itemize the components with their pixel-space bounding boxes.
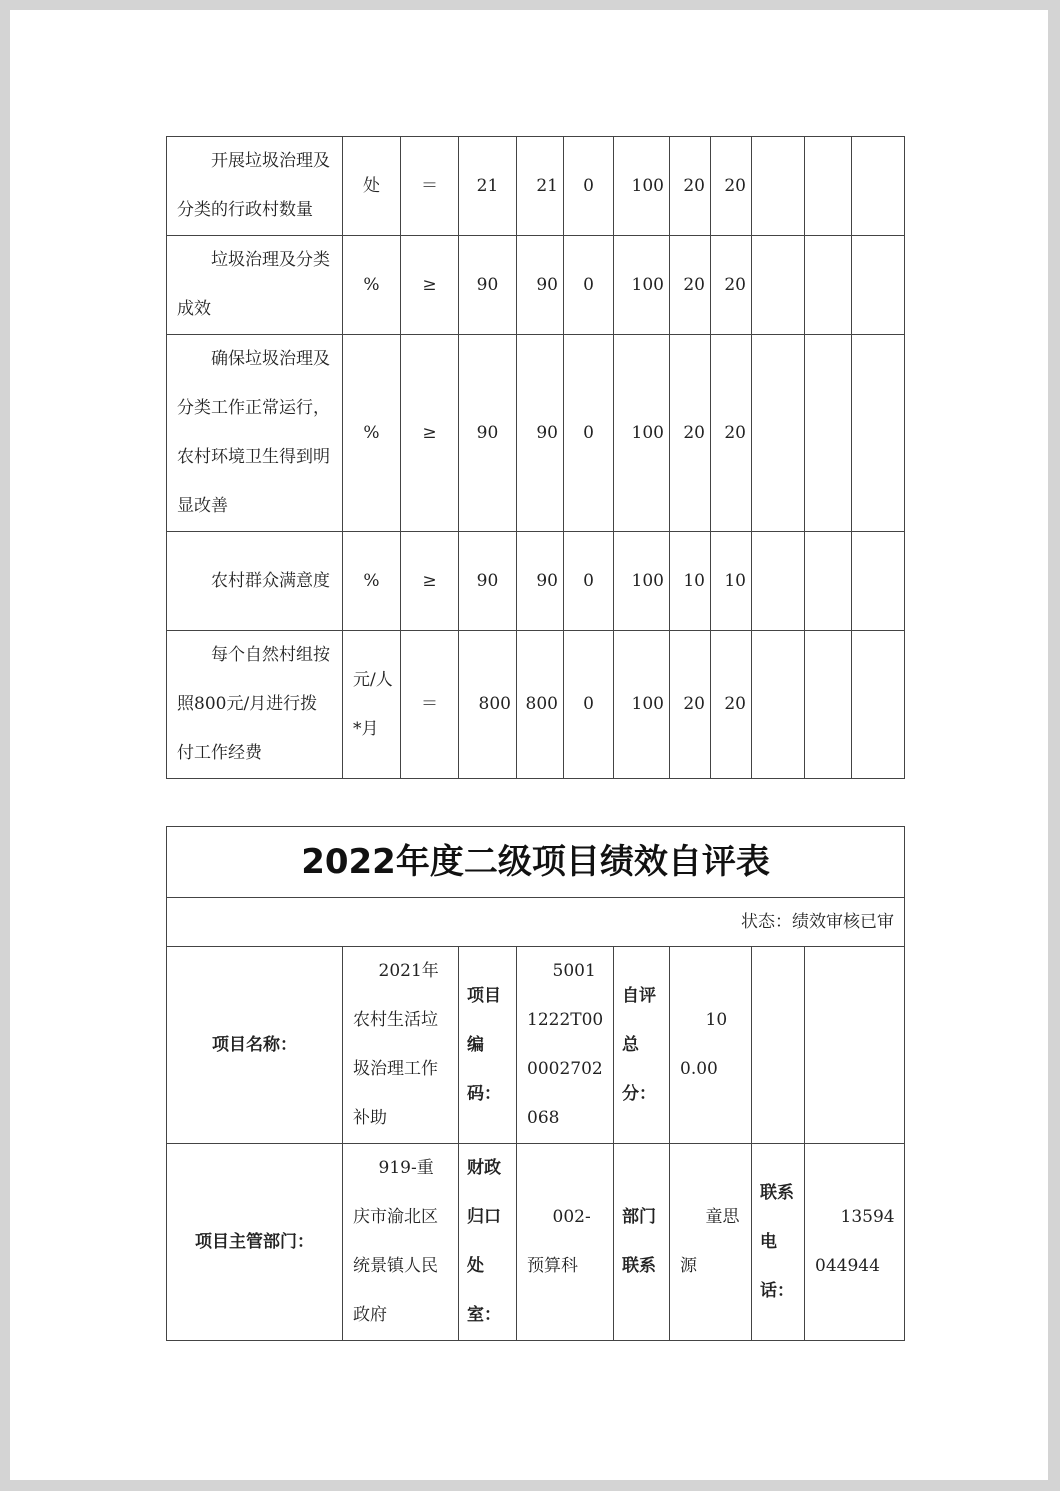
indicator-weight: 20 (670, 236, 711, 335)
empty-cell (805, 137, 852, 236)
self-score-value: 100.00 (670, 947, 752, 1144)
dept-label: 项目主管部门： (167, 1144, 343, 1341)
indicator-deduct: 0 (564, 137, 614, 236)
indicator-score-rate: 100 (614, 631, 670, 779)
table-row (167, 137, 905, 236)
empty-cell (805, 335, 852, 532)
indicator-table (166, 136, 905, 779)
indicator-unit: % (343, 236, 401, 335)
indicator-target: 90 (459, 532, 517, 631)
empty-cell (805, 947, 905, 1144)
indicator-unit: 处 (343, 137, 401, 236)
indicator-deduct: 0 (564, 335, 614, 532)
indicator-target: 90 (459, 335, 517, 532)
indicator-score: 20 (711, 335, 752, 532)
table-row (167, 236, 905, 335)
indicator-weight: 20 (670, 335, 711, 532)
indicator-weight: 20 (670, 137, 711, 236)
indicator-actual: 90 (517, 335, 564, 532)
indicator-score-rate: 100 (614, 335, 670, 532)
empty-cell (805, 631, 852, 779)
empty-cell (752, 335, 805, 532)
document-page (10, 10, 1048, 1480)
indicator-weight: 20 (670, 631, 711, 779)
indicator-target: 90 (459, 236, 517, 335)
status-label: 状态：绩效审核已审 (167, 898, 905, 947)
indicator-name: 开展垃圾治理及分类的行政村数量 (167, 137, 343, 236)
indicator-score-rate: 100 (614, 137, 670, 236)
indicator-name: 确保垃圾治理及分类工作正常运行，农村环境卫生得到明显改善 (167, 335, 343, 532)
indicator-score: 20 (711, 631, 752, 779)
dept-contact-value: 童思源 (670, 1144, 752, 1341)
empty-cell (852, 137, 905, 236)
indicator-operator: ＝ (401, 631, 459, 779)
indicator-target: 21 (459, 137, 517, 236)
empty-cell (752, 947, 805, 1144)
indicator-name: 农村群众满意度 (167, 532, 343, 631)
empty-cell (852, 631, 905, 779)
indicator-unit: 元/人*月 (343, 631, 401, 779)
indicator-deduct: 0 (564, 631, 614, 779)
empty-cell (752, 236, 805, 335)
indicator-actual: 90 (517, 532, 564, 631)
indicator-actual: 90 (517, 236, 564, 335)
project-name-label: 项目名称： (167, 947, 343, 1144)
empty-cell (852, 532, 905, 631)
indicator-operator: ＝ (401, 137, 459, 236)
project-name-value: 2021年农村生活垃圾治理工作补助 (343, 947, 459, 1144)
indicator-score-rate: 100 (614, 532, 670, 631)
indicator-unit: % (343, 335, 401, 532)
finance-office-value: 002-预算科 (517, 1144, 614, 1341)
indicator-weight: 10 (670, 532, 711, 631)
self-evaluation-form (166, 826, 905, 1341)
phone-value: 13594044944 (805, 1144, 905, 1341)
empty-cell (852, 236, 905, 335)
project-code-label: 项目编码： (459, 947, 517, 1144)
indicator-target: 800 (459, 631, 517, 779)
self-score-label: 自评总分： (614, 947, 670, 1144)
empty-cell (805, 236, 852, 335)
indicator-score-rate: 100 (614, 236, 670, 335)
indicator-score: 20 (711, 137, 752, 236)
indicator-actual: 800 (517, 631, 564, 779)
dept-contact-label: 部门联系 (614, 1144, 670, 1341)
empty-cell (752, 137, 805, 236)
finance-office-label: 财政归口处室： (459, 1144, 517, 1341)
phone-label: 联系电话： (752, 1144, 805, 1341)
indicator-name: 每个自然村组按照800元/月进行拨付工作经费 (167, 631, 343, 779)
form-title: 2022年度二级项目绩效自评表 (167, 827, 905, 898)
indicator-deduct: 0 (564, 236, 614, 335)
indicator-unit: % (343, 532, 401, 631)
indicator-score: 20 (711, 236, 752, 335)
table-row (167, 631, 905, 779)
empty-cell (752, 532, 805, 631)
indicator-score: 10 (711, 532, 752, 631)
empty-cell (805, 532, 852, 631)
indicator-actual: 21 (517, 137, 564, 236)
indicator-operator: ≥ (401, 532, 459, 631)
empty-cell (752, 631, 805, 779)
indicator-operator: ≥ (401, 335, 459, 532)
indicator-operator: ≥ (401, 236, 459, 335)
project-code-value: 50011222T000002702068 (517, 947, 614, 1144)
indicator-name: 垃圾治理及分类成效 (167, 236, 343, 335)
table-row (167, 532, 905, 631)
table-row (167, 335, 905, 532)
empty-cell (852, 335, 905, 532)
dept-value: 919-重庆市渝北区统景镇人民政府 (343, 1144, 459, 1341)
indicator-deduct: 0 (564, 532, 614, 631)
